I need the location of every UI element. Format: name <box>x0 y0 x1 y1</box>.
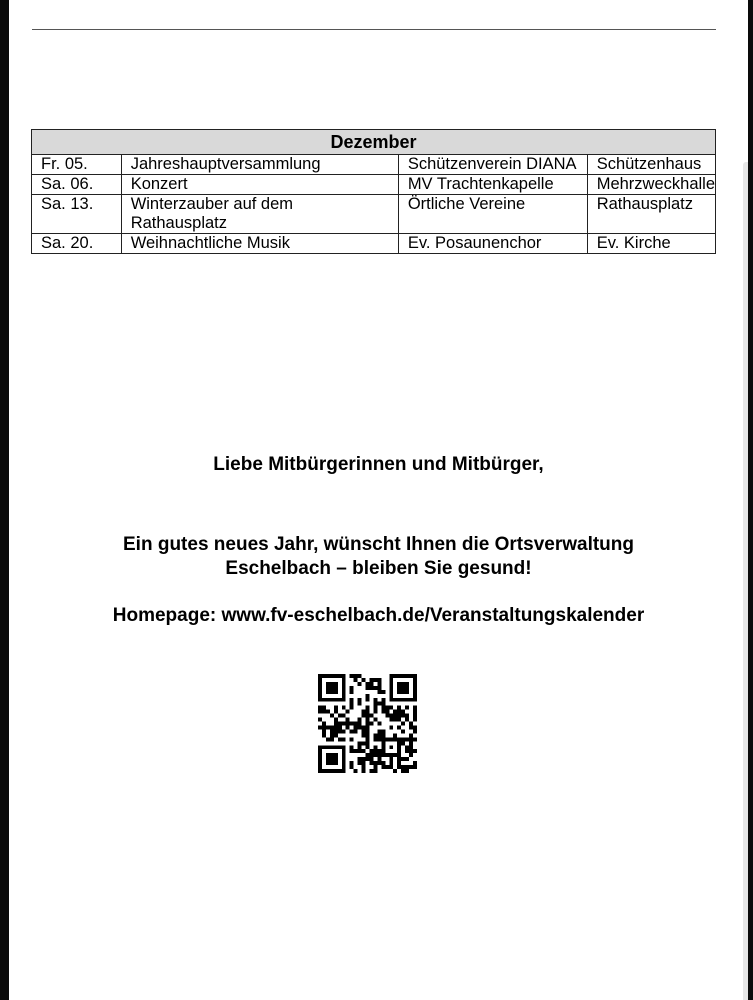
event-location: Ev. Kirche <box>587 234 715 254</box>
month-header: Dezember <box>32 130 716 155</box>
table-row <box>32 195 716 234</box>
event-location: Mehrzweckhalle <box>587 175 715 195</box>
divider-line <box>32 29 716 30</box>
greeting-text: Liebe Mitbürgerinnen und Mitbürger, <box>213 454 544 475</box>
event-calendar-table <box>31 129 716 254</box>
homepage-text: Homepage: www.fv-eschelbach.de/Veranstaltungskalender <box>112 605 645 626</box>
event-organizer: Schützenverein DIANA <box>398 155 587 175</box>
event-date: Sa. 06. <box>32 175 122 195</box>
event-location: Schützenhaus <box>587 155 715 175</box>
new-year-wish-line-2: Eschelbach – bleiben Sie gesund! <box>225 558 532 579</box>
event-organizer: Örtliche Vereine <box>398 195 587 234</box>
event-date: Sa. 13. <box>32 195 122 234</box>
event-date: Fr. 05. <box>32 155 122 175</box>
event-name: Winterzauber auf dem Rathausplatz <box>121 195 398 234</box>
qr-code-image[interactable] <box>318 674 417 773</box>
event-organizer: MV Trachtenkapelle <box>398 175 587 195</box>
table-row <box>32 234 716 254</box>
event-name: Konzert <box>121 175 398 195</box>
left-frame-edge <box>0 0 9 1000</box>
table-row <box>32 155 716 175</box>
scrollbar[interactable] <box>743 162 748 1000</box>
new-year-wish-line-1: Ein gutes neues Jahr, wünscht Ihnen die Ortsverwaltung <box>123 534 634 555</box>
event-name: Jahreshauptversammlung <box>121 155 398 175</box>
event-name: Weihnachtliche Musik <box>121 234 398 254</box>
event-organizer: Ev. Posaunenchor <box>398 234 587 254</box>
table-row <box>32 175 716 195</box>
event-location: Rathausplatz <box>587 195 715 234</box>
right-frame-edge <box>748 0 753 1000</box>
event-date: Sa. 20. <box>32 234 122 254</box>
